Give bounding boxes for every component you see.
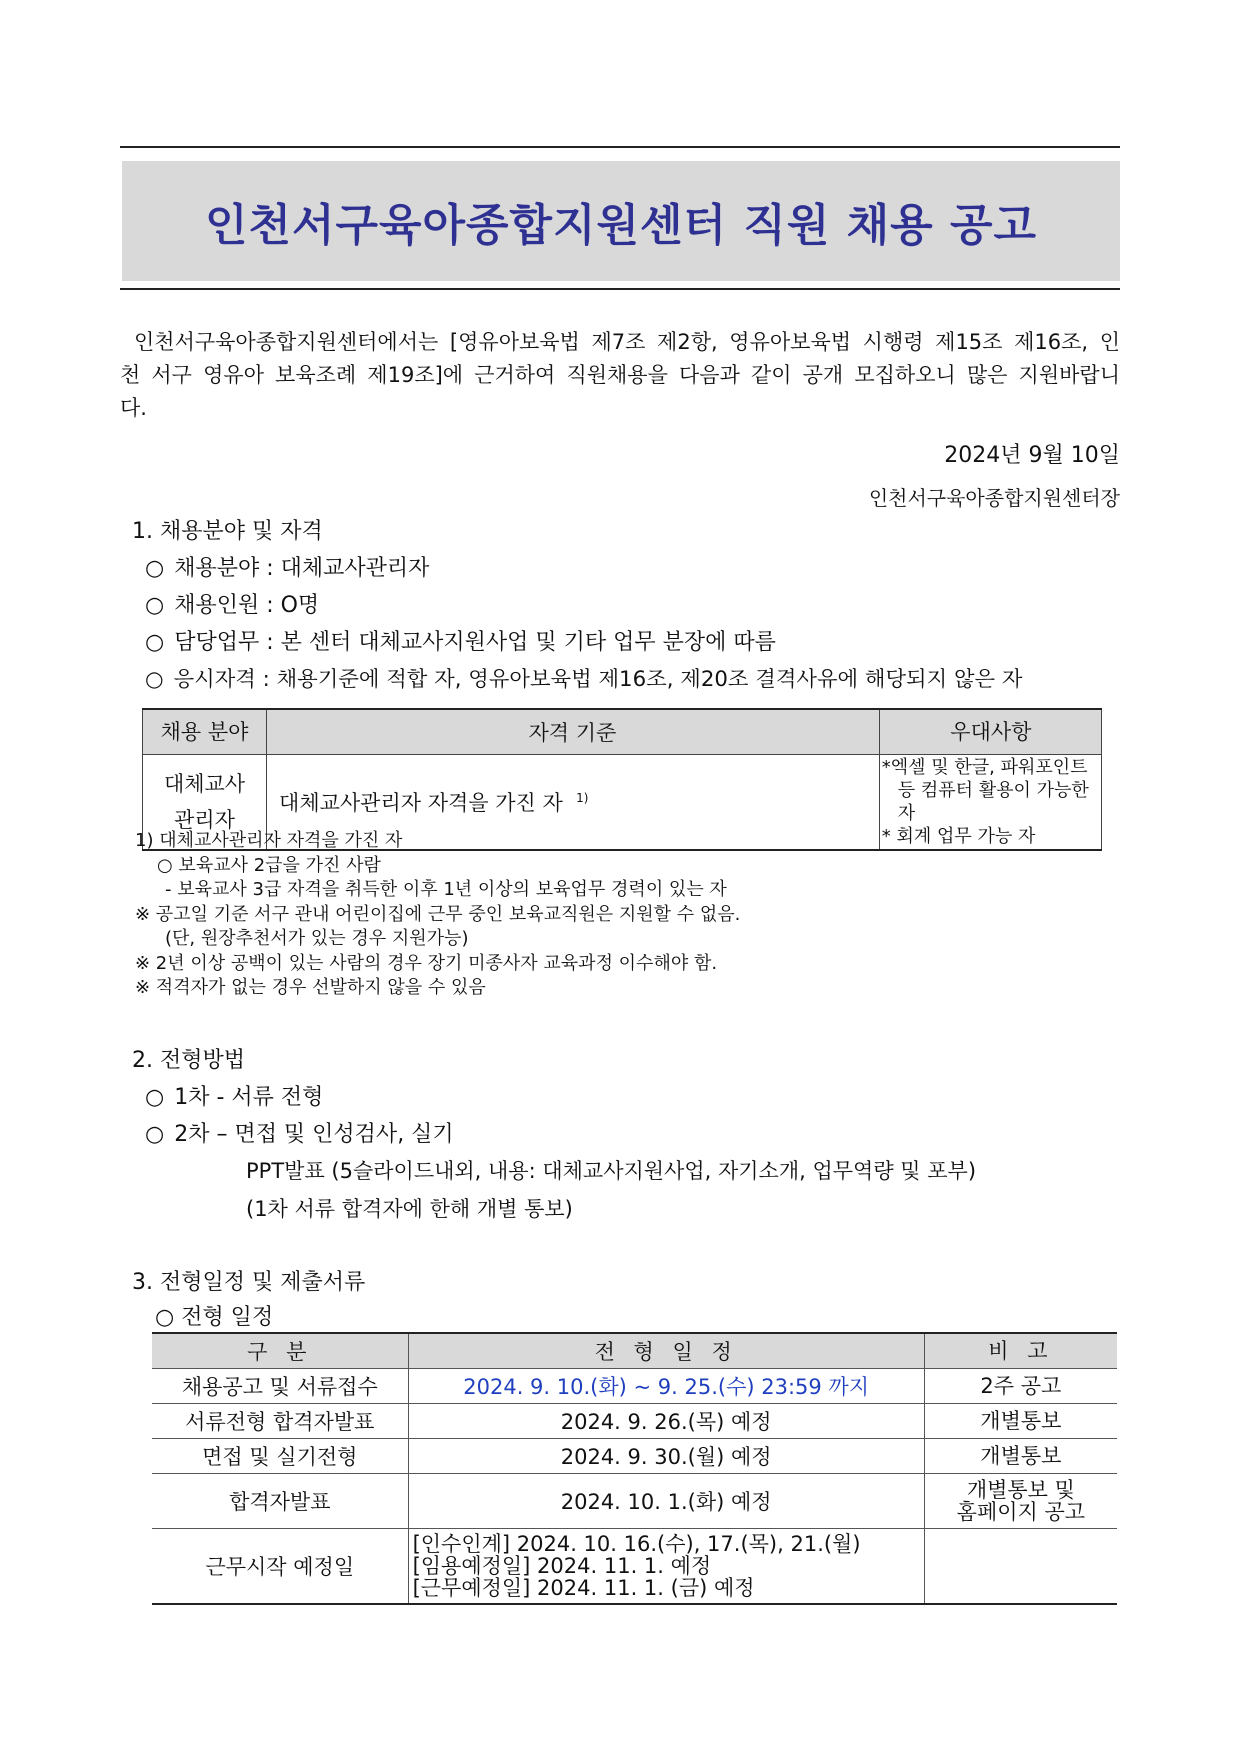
- pref-line: * 회계 업무 가능 자: [881, 826, 1036, 847]
- title-banner: [122, 161, 1120, 281]
- table-header: 채용 분야: [143, 709, 267, 755]
- note-line: 개별통보 및: [966, 1478, 1075, 1502]
- note-line: ○ 보육교사 2급을 가진 사람: [157, 854, 381, 876]
- top-rule: [120, 146, 1120, 148]
- note-line: 1) 대체교사관리자 자격을 가진 자: [135, 830, 403, 851]
- pref-line: 등 컴퓨터 활용이 가능한 자: [897, 780, 1089, 824]
- circle-bullet-icon: ○: [145, 630, 165, 655]
- schedule-date: 2024. 9. 10.(화) ~ 9. 25.(수) 23:59 까지: [408, 1369, 924, 1404]
- circle-bullet-icon: ○: [145, 1085, 165, 1110]
- table-header: 전 형 일 정: [408, 1333, 924, 1369]
- schedule-line: [인수인계] 2024. 10. 16.(수), 17.(목), 21.(월): [412, 1532, 861, 1556]
- item-text: 채용인원 : O명: [174, 593, 320, 618]
- section1-item: [145, 588, 319, 619]
- schedule-note: 개별통보: [924, 1439, 1117, 1474]
- schedule-line: [근무예정일] 2024. 11. 1. (금) 예정: [412, 1576, 755, 1600]
- notice-date: 2024년 9월 10일: [944, 443, 1120, 468]
- schedule-date: [408, 1529, 924, 1605]
- schedule-date: 2024. 9. 30.(월) 예정: [408, 1439, 924, 1474]
- circle-bullet-icon: ○: [145, 667, 164, 692]
- item-text: 채용분야 : 대체교사관리자: [174, 556, 430, 581]
- schedule-note: 2주 공고: [924, 1369, 1117, 1404]
- table-header: 구 분: [152, 1333, 408, 1369]
- note-line: ※ 2년 이상 공백이 있는 사람의 경우 장기 미종사자 교육과정 이수해야 함.: [135, 952, 718, 974]
- schedule-category: 합격자발표: [152, 1474, 408, 1529]
- schedule-note: 개별통보: [924, 1404, 1117, 1439]
- circle-bullet-icon: ○: [145, 593, 165, 618]
- intro-text: 인천서구육아종합지원센터에서는 [영유아보육법 제7조 제2항, 영유아보육법 시행령 제15조 제16조, 인천 서구 영유아 보육조례 제19조]에 근거하여 직원채용을 다음과 같이 공개 모집하오니 많은 지원바랍니다.: [120, 330, 1120, 420]
- note-line: - 보육교사 3급 자격을 취득한 이후 1년 이상의 보육업무 경력이 있는 자: [165, 879, 727, 900]
- note-line: ※ 공고일 기준 서구 관내 어린이집에 근무 중인 보육교직원은 지원할 수 없음.: [135, 903, 741, 925]
- section1-item: [145, 625, 776, 656]
- section2-subline: PPT발표 (5슬라이드내외, 내용: 대체교사지원사업, 자기소개, 업무역량 및 포부): [246, 1159, 977, 1183]
- footnote-mark: 1): [576, 791, 589, 805]
- section3-heading: 3. 전형일정 및 제출서류: [132, 1270, 366, 1295]
- section2-item: [145, 1117, 454, 1148]
- note-line: (단, 원장추천서가 있는 경우 지원가능): [165, 928, 469, 949]
- intro-paragraph: [120, 326, 1120, 425]
- table-header: 자격 기준: [267, 709, 880, 755]
- item-text: 응시자격 : 채용기준에 적합 자, 영유아보육법 제16조, 제20조 결격사유에 해당되지 않은 자: [173, 667, 1023, 692]
- section1-heading: 1. 채용분야 및 자격: [132, 519, 323, 544]
- qualification-notes: [135, 829, 740, 1001]
- prefs-cell: [879, 755, 1101, 851]
- table-header-row: [143, 709, 1102, 755]
- item-text: 1차 - 서류 전형: [174, 1085, 324, 1110]
- table-row: [152, 1369, 1117, 1404]
- schedule-category: 면접 및 실기전형: [152, 1439, 408, 1474]
- table-row: [152, 1529, 1117, 1605]
- circle-bullet-icon: ○: [145, 556, 165, 581]
- section2-subline: (1차 서류 합격자에 한해 개별 통보): [246, 1197, 573, 1221]
- table-row: [152, 1404, 1117, 1439]
- schedule-date: 2024. 10. 1.(화) 예정: [408, 1474, 924, 1529]
- item-text: 2차 – 면접 및 인성검사, 실기: [174, 1122, 454, 1147]
- schedule-note: [924, 1529, 1117, 1605]
- section1-item: [145, 662, 1022, 693]
- issuer: 인천서구육아종합지원센터장: [868, 486, 1120, 510]
- title-bottom-rule: [120, 288, 1120, 290]
- circle-bullet-icon: ○: [145, 1122, 165, 1147]
- schedule-category: 채용공고 및 서류접수: [152, 1369, 408, 1404]
- table-row: [152, 1474, 1117, 1529]
- schedule-date: 2024. 9. 26.(목) 예정: [408, 1404, 924, 1439]
- criteria-text: 대체교사관리자 자격을 가진 자: [279, 791, 563, 815]
- section2-item: [145, 1080, 323, 1111]
- section1-item: [145, 551, 429, 582]
- schedule-category: 근무시작 예정일: [152, 1529, 408, 1605]
- section3-subheading: ○ 전형 일정: [155, 1305, 274, 1330]
- schedule-note: [924, 1474, 1117, 1529]
- note-line: 홈페이지 공고: [956, 1500, 1086, 1524]
- note-line: ※ 적격자가 없는 경우 선발하지 않을 수 있음: [135, 977, 486, 998]
- pref-line: *엑셀 및 한글, 파워포인트: [881, 757, 1088, 778]
- table-header: 비 고: [924, 1333, 1117, 1369]
- field-line: 대체교사: [163, 772, 246, 796]
- section2-heading: 2. 전형방법: [132, 1048, 245, 1073]
- table-header: 우대사항: [879, 709, 1101, 755]
- schedule-line: [임용예정일] 2024. 11. 1. 예정: [412, 1554, 712, 1578]
- table-header-row: [152, 1333, 1117, 1369]
- schedule-category: 서류전형 합격자발표: [152, 1404, 408, 1439]
- schedule-table: [152, 1332, 1117, 1605]
- table-row: [152, 1439, 1117, 1474]
- page-title: 인천서구육아종합지원센터 직원 채용 공고: [204, 200, 1038, 251]
- item-text: 담당업무 : 본 센터 대체교사지원사업 및 기타 업무 분장에 따름: [174, 630, 776, 655]
- field-line: 관리자: [174, 808, 235, 832]
